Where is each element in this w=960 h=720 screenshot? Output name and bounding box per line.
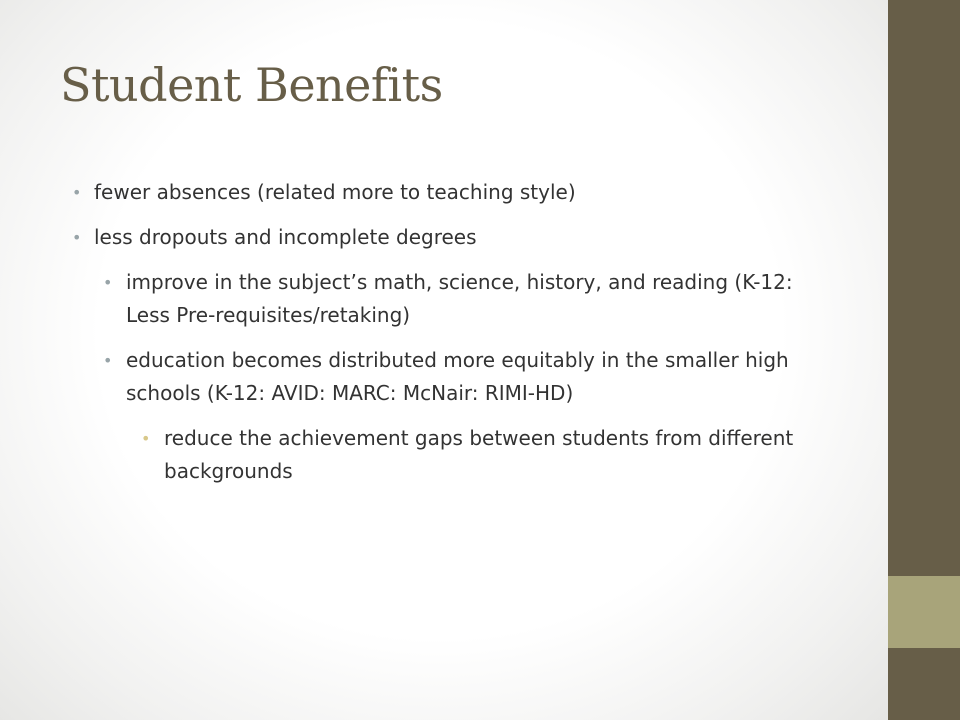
bullet-text: reduce the achievement gaps between students from different backgrounds: [164, 426, 794, 483]
bullet-item: [72, 221, 814, 254]
bullet-item: [72, 176, 814, 209]
bullet-text: improve in the subject’s math, science, history, and reading (K-12: Less Pre-requisites/retaking): [126, 270, 793, 327]
sub-bullet-item: [103, 344, 826, 410]
bullet-text: education becomes distributed more equitably in the smaller high schools (K-12: AVID: MARC: McNair: RIMI-HD): [126, 348, 789, 405]
slide-title: Student Benefits: [60, 58, 443, 112]
bullet-dot-icon: •: [103, 273, 113, 292]
bullet-dot-icon: •: [103, 351, 113, 370]
bullet-text: less dropouts and incomplete degrees: [94, 225, 477, 249]
sub-bullet-item: [103, 266, 826, 332]
bullet-dot-icon: •: [141, 429, 151, 448]
sidebar-accent-bottom: [888, 648, 960, 720]
bullet-text: fewer absences (related more to teaching style): [94, 180, 576, 204]
bullet-dot-icon: •: [72, 183, 82, 202]
bullet-list: [0, 176, 888, 500]
bullet-dot-icon: •: [72, 228, 82, 247]
sub-sub-bullet-item: [141, 422, 804, 488]
sidebar-accent-middle: [888, 576, 960, 648]
sidebar-accent-top: [888, 0, 960, 576]
